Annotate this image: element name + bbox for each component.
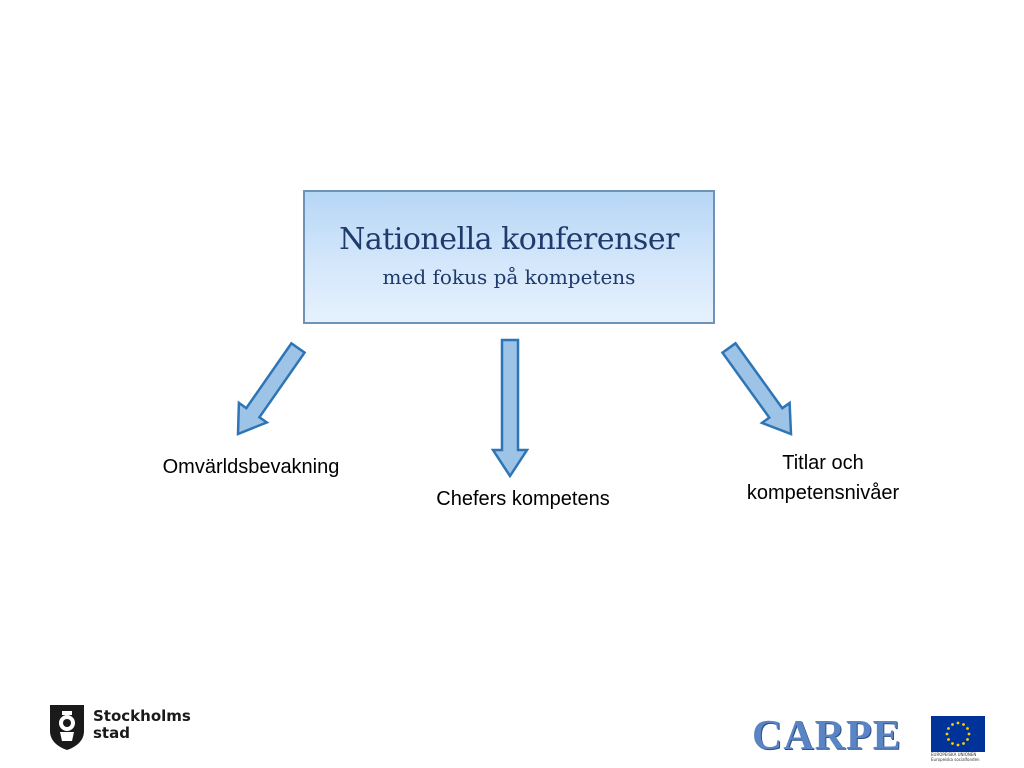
central-node-subtitle: med fokus på kompetens: [382, 265, 636, 289]
eu-star: [951, 742, 954, 745]
stockholms-stad-logo: [48, 703, 191, 751]
eu-social-fund-logo: [931, 716, 985, 764]
arrow-right-shape: [723, 343, 792, 434]
arrow-center-shape: [493, 340, 527, 476]
branch-label-omvarldsbevakning: [132, 452, 370, 482]
stockholm-logo-text: [93, 708, 191, 742]
arrow-right: [723, 343, 792, 434]
eu-star: [966, 738, 969, 741]
branch-label-text: Omvärldsbevakning: [162, 456, 340, 478]
eu-star: [947, 727, 950, 730]
eu-flag-icon: [931, 716, 985, 752]
eu-star: [957, 722, 960, 725]
central-node-title: Nationella konferenser: [339, 222, 679, 257]
eu-star: [947, 738, 950, 741]
carpe-logo: CARPE: [752, 713, 902, 759]
eu-star: [962, 742, 965, 745]
stockholm-logo-line1: Stockholms: [93, 707, 191, 725]
branch-label-titlar: [720, 448, 926, 508]
arrow-left-shape: [238, 343, 305, 434]
eu-logo-line1: EUROPEISKA UNIONEN: [931, 752, 977, 757]
arrow-center: [493, 340, 527, 476]
branch-label-text: Chefers kompetens: [436, 488, 610, 510]
branch-label-line2: kompetensnivåer: [746, 482, 900, 504]
eu-logo-line2: Europeiska socialfonden: [931, 757, 980, 762]
eu-logo-text: [931, 752, 985, 762]
eu-star: [951, 723, 954, 726]
stockholm-logo-line2: stad: [93, 724, 130, 742]
branch-label-chefers-kompetens: [404, 484, 642, 514]
branch-label-line1: Titlar och: [782, 452, 864, 474]
eu-star: [966, 727, 969, 730]
stockholm-shield-icon: [48, 703, 86, 751]
eu-star: [957, 744, 960, 747]
eu-star: [946, 733, 949, 736]
arrow-left: [238, 343, 305, 434]
eu-star: [968, 733, 971, 736]
eu-star: [962, 723, 965, 726]
